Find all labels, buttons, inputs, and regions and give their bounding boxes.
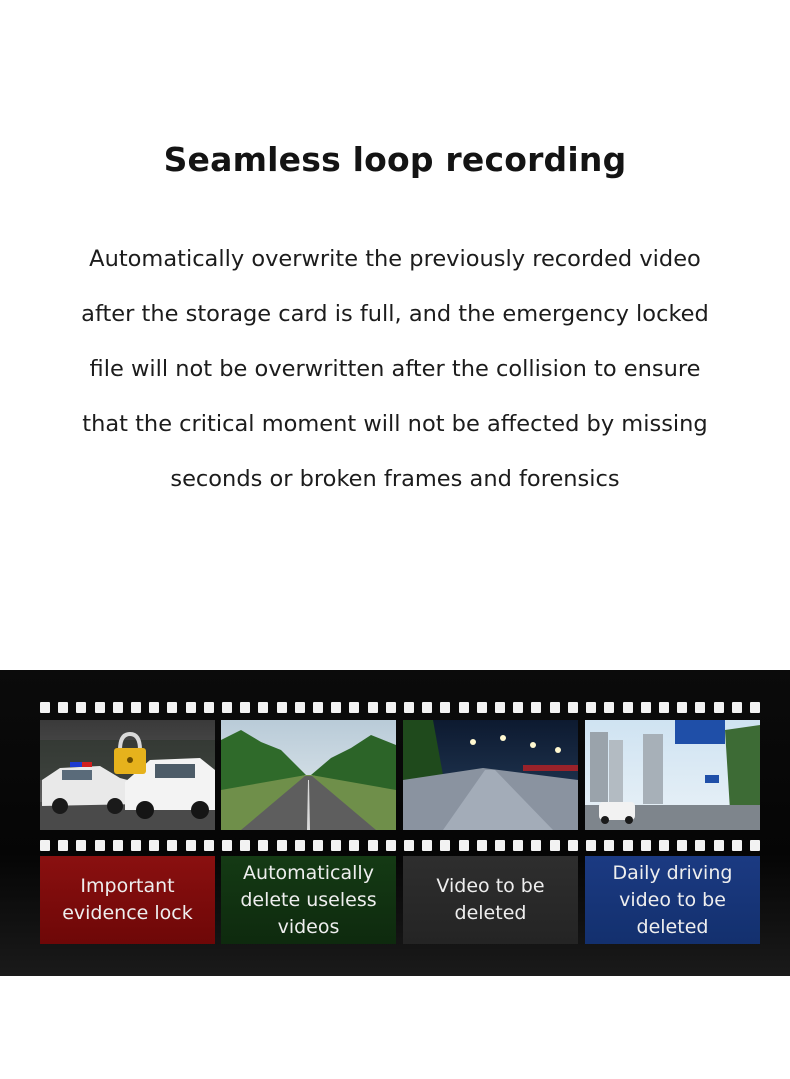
sprocket-hole xyxy=(222,702,232,713)
sprocket-hole xyxy=(568,840,578,851)
sprocket-hole xyxy=(659,840,669,851)
sprocket-hole xyxy=(95,702,105,713)
sprocket-hole xyxy=(76,840,86,851)
sprocket-hole xyxy=(58,840,68,851)
sprocket-hole xyxy=(149,702,159,713)
sprocket-row-middle xyxy=(40,840,760,851)
sprocket-hole xyxy=(295,702,305,713)
sprocket-hole xyxy=(313,840,323,851)
sprocket-hole xyxy=(586,702,596,713)
frame-crash-image xyxy=(40,720,215,830)
sprocket-hole xyxy=(513,702,523,713)
sprocket-hole xyxy=(386,840,396,851)
sprocket-hole xyxy=(404,840,414,851)
sprocket-hole xyxy=(186,840,196,851)
sprocket-hole xyxy=(422,840,432,851)
sprocket-hole xyxy=(623,702,633,713)
frame-row xyxy=(40,720,760,830)
daily-driving-label: Daily driving video to be deleted xyxy=(585,856,760,944)
sprocket-hole xyxy=(368,840,378,851)
label-row xyxy=(40,856,760,944)
sprocket-hole xyxy=(167,702,177,713)
sprocket-hole xyxy=(58,702,68,713)
sprocket-row-top xyxy=(40,702,760,713)
sprocket-hole xyxy=(623,840,633,851)
description-line: file will not be overwritten after the collision to ensure xyxy=(89,356,701,382)
sprocket-hole xyxy=(204,702,214,713)
description xyxy=(40,232,750,507)
sprocket-hole xyxy=(240,702,250,713)
sprocket-hole xyxy=(732,840,742,851)
sprocket-hole xyxy=(750,702,760,713)
sprocket-hole xyxy=(349,702,359,713)
sprocket-hole xyxy=(459,840,469,851)
crash-image xyxy=(40,720,215,830)
auto-delete-label: Automatically delete useless videos xyxy=(221,856,396,944)
description-line: that the critical moment will not be affected by missing xyxy=(82,411,708,437)
sprocket-hole xyxy=(295,840,305,851)
sprocket-hole xyxy=(604,840,614,851)
sprocket-hole xyxy=(76,702,86,713)
sprocket-hole xyxy=(222,840,232,851)
road-sign-icon xyxy=(675,720,725,744)
evidence-lock-label: Important evidence lock xyxy=(40,856,215,944)
sprocket-hole xyxy=(695,702,705,713)
sprocket-hole xyxy=(149,840,159,851)
description-line: seconds or broken frames and forensics xyxy=(170,466,620,492)
sprocket-hole xyxy=(131,702,141,713)
sprocket-hole xyxy=(495,840,505,851)
sprocket-hole xyxy=(113,840,123,851)
night-street-image xyxy=(403,720,578,830)
film-strip xyxy=(0,670,790,976)
sprocket-hole xyxy=(586,840,596,851)
sprocket-hole xyxy=(258,702,268,713)
sprocket-hole xyxy=(659,702,669,713)
sprocket-hole xyxy=(495,702,505,713)
sprocket-hole xyxy=(695,840,705,851)
sprocket-hole xyxy=(714,702,724,713)
sprocket-hole xyxy=(459,702,469,713)
sprocket-hole xyxy=(313,702,323,713)
highway-image xyxy=(221,720,396,830)
frame-night-image xyxy=(403,720,578,830)
sprocket-hole xyxy=(277,702,287,713)
sprocket-hole xyxy=(677,702,687,713)
sprocket-hole xyxy=(440,840,450,851)
sprocket-hole xyxy=(531,840,541,851)
sprocket-hole xyxy=(277,840,287,851)
sprocket-hole xyxy=(440,702,450,713)
sprocket-hole xyxy=(477,840,487,851)
sprocket-hole xyxy=(95,840,105,851)
description-line: Automatically overwrite the previously recorded video xyxy=(89,246,701,272)
page-title: Seamless loop recording xyxy=(163,140,627,179)
sprocket-hole xyxy=(349,840,359,851)
sprocket-hole xyxy=(368,702,378,713)
sprocket-hole xyxy=(604,702,614,713)
video-deleted-label: Video to be deleted xyxy=(403,856,578,944)
sprocket-hole xyxy=(404,702,414,713)
sprocket-hole xyxy=(714,840,724,851)
frame-city-image xyxy=(585,720,760,830)
sprocket-hole xyxy=(240,840,250,851)
sprocket-hole xyxy=(258,840,268,851)
description-line: after the storage card is full, and the emergency locked xyxy=(81,301,709,327)
sprocket-hole xyxy=(331,840,341,851)
sprocket-hole xyxy=(386,702,396,713)
sprocket-hole xyxy=(677,840,687,851)
sprocket-hole xyxy=(641,702,651,713)
sprocket-hole xyxy=(750,840,760,851)
sprocket-hole xyxy=(331,702,341,713)
frame-highway-image xyxy=(221,720,396,830)
sprocket-hole xyxy=(422,702,432,713)
sprocket-hole xyxy=(477,702,487,713)
sprocket-hole xyxy=(186,702,196,713)
sprocket-hole xyxy=(732,702,742,713)
sprocket-hole xyxy=(550,840,560,851)
city-road-image xyxy=(585,720,760,830)
sprocket-hole xyxy=(641,840,651,851)
sprocket-hole xyxy=(531,702,541,713)
sprocket-hole xyxy=(167,840,177,851)
sprocket-hole xyxy=(513,840,523,851)
sprocket-hole xyxy=(40,840,50,851)
sprocket-hole xyxy=(550,702,560,713)
sprocket-hole xyxy=(568,702,578,713)
sprocket-hole xyxy=(131,840,141,851)
sprocket-hole xyxy=(113,702,123,713)
sprocket-hole xyxy=(204,840,214,851)
sprocket-hole xyxy=(40,702,50,713)
